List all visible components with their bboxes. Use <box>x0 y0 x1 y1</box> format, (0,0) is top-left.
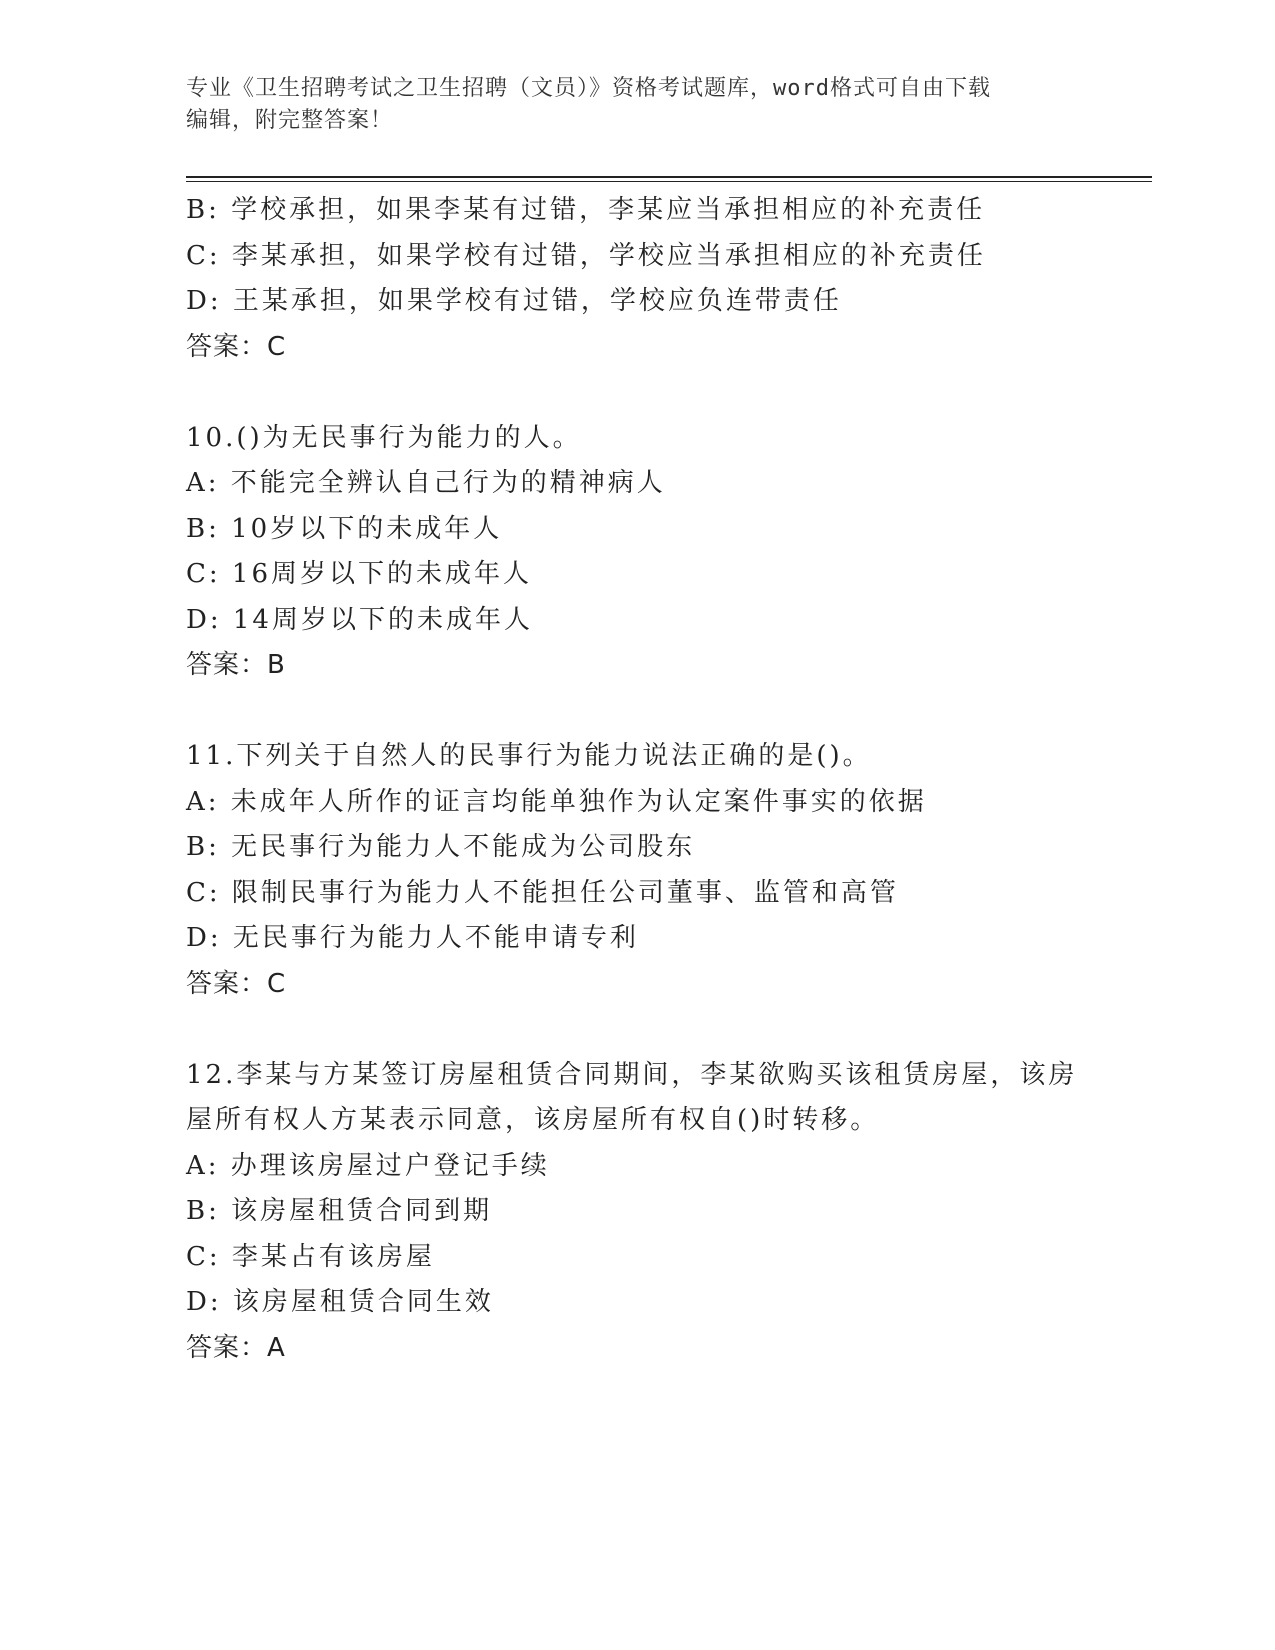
header-divider-top <box>186 176 1152 178</box>
option-a: A: 办理该房屋过户登记手续 <box>186 1150 550 1181</box>
question-11 <box>186 734 1126 1007</box>
answer: 答案：C <box>186 331 287 362</box>
answer: 答案：B <box>186 650 286 680</box>
option-d: D: 该房屋租赁合同生效 <box>186 1287 494 1317</box>
question-9 <box>186 188 1126 370</box>
option-b: B: 无民事行为能力人不能成为公司股东 <box>186 832 696 862</box>
answer: 答案：A <box>186 1332 286 1363</box>
header-divider-bottom <box>186 181 1152 182</box>
question-stem: 10.()为无民事行为能力的人。 <box>186 422 582 453</box>
option-a: A: 不能完全辨认自己行为的精神病人 <box>186 468 666 498</box>
question-list <box>186 188 1126 1371</box>
spacer <box>186 1007 1126 1053</box>
document-header <box>186 73 1086 137</box>
spacer <box>186 689 1126 735</box>
header-line-1: 专业《卫生招聘考试之卫生招聘（文员）》资格考试题库，word格式可自由下载 <box>186 76 991 101</box>
header-line-2: 编辑，附完整答案！ <box>186 108 394 133</box>
option-d: D: 14周岁以下的未成年人 <box>186 604 533 635</box>
option-d: D: 无民事行为能力人不能申请专利 <box>186 923 639 953</box>
option-a: A: 未成年人所作的证言均能单独作为认定案件事实的依据 <box>186 786 927 817</box>
option-c: C: 16周岁以下的未成年人 <box>186 559 533 589</box>
option-b: B: 该房屋租赁合同到期 <box>186 1196 493 1226</box>
option-b: B: 学校承担，如果李某有过错，李某应当承担相应的补充责任 <box>186 195 986 225</box>
question-stem-line-2: 屋所有权人方某表示同意，该房屋所有权自()时转移。 <box>186 1105 880 1135</box>
spacer <box>186 370 1126 416</box>
option-c: C: 李某占有该房屋 <box>186 1241 435 1272</box>
answer: 答案：C <box>186 968 287 999</box>
question-10 <box>186 416 1126 689</box>
option-d: D: 王某承担，如果学校有过错，学校应负连带责任 <box>186 286 842 316</box>
question-12 <box>186 1053 1126 1372</box>
question-stem-line-1: 12.李某与方某签订房屋租赁合同期间，李某欲购买该租赁房屋，该房 <box>186 1059 1078 1090</box>
option-c: C: 李某承担，如果学校有过错，学校应当承担相应的补充责任 <box>186 240 986 271</box>
option-b: B: 10岁以下的未成年人 <box>186 513 503 544</box>
option-c: C: 限制民事行为能力人不能担任公司董事、监管和高管 <box>186 877 899 908</box>
question-stem: 11.下列关于自然人的民事行为能力说法正确的是()。 <box>186 741 872 771</box>
